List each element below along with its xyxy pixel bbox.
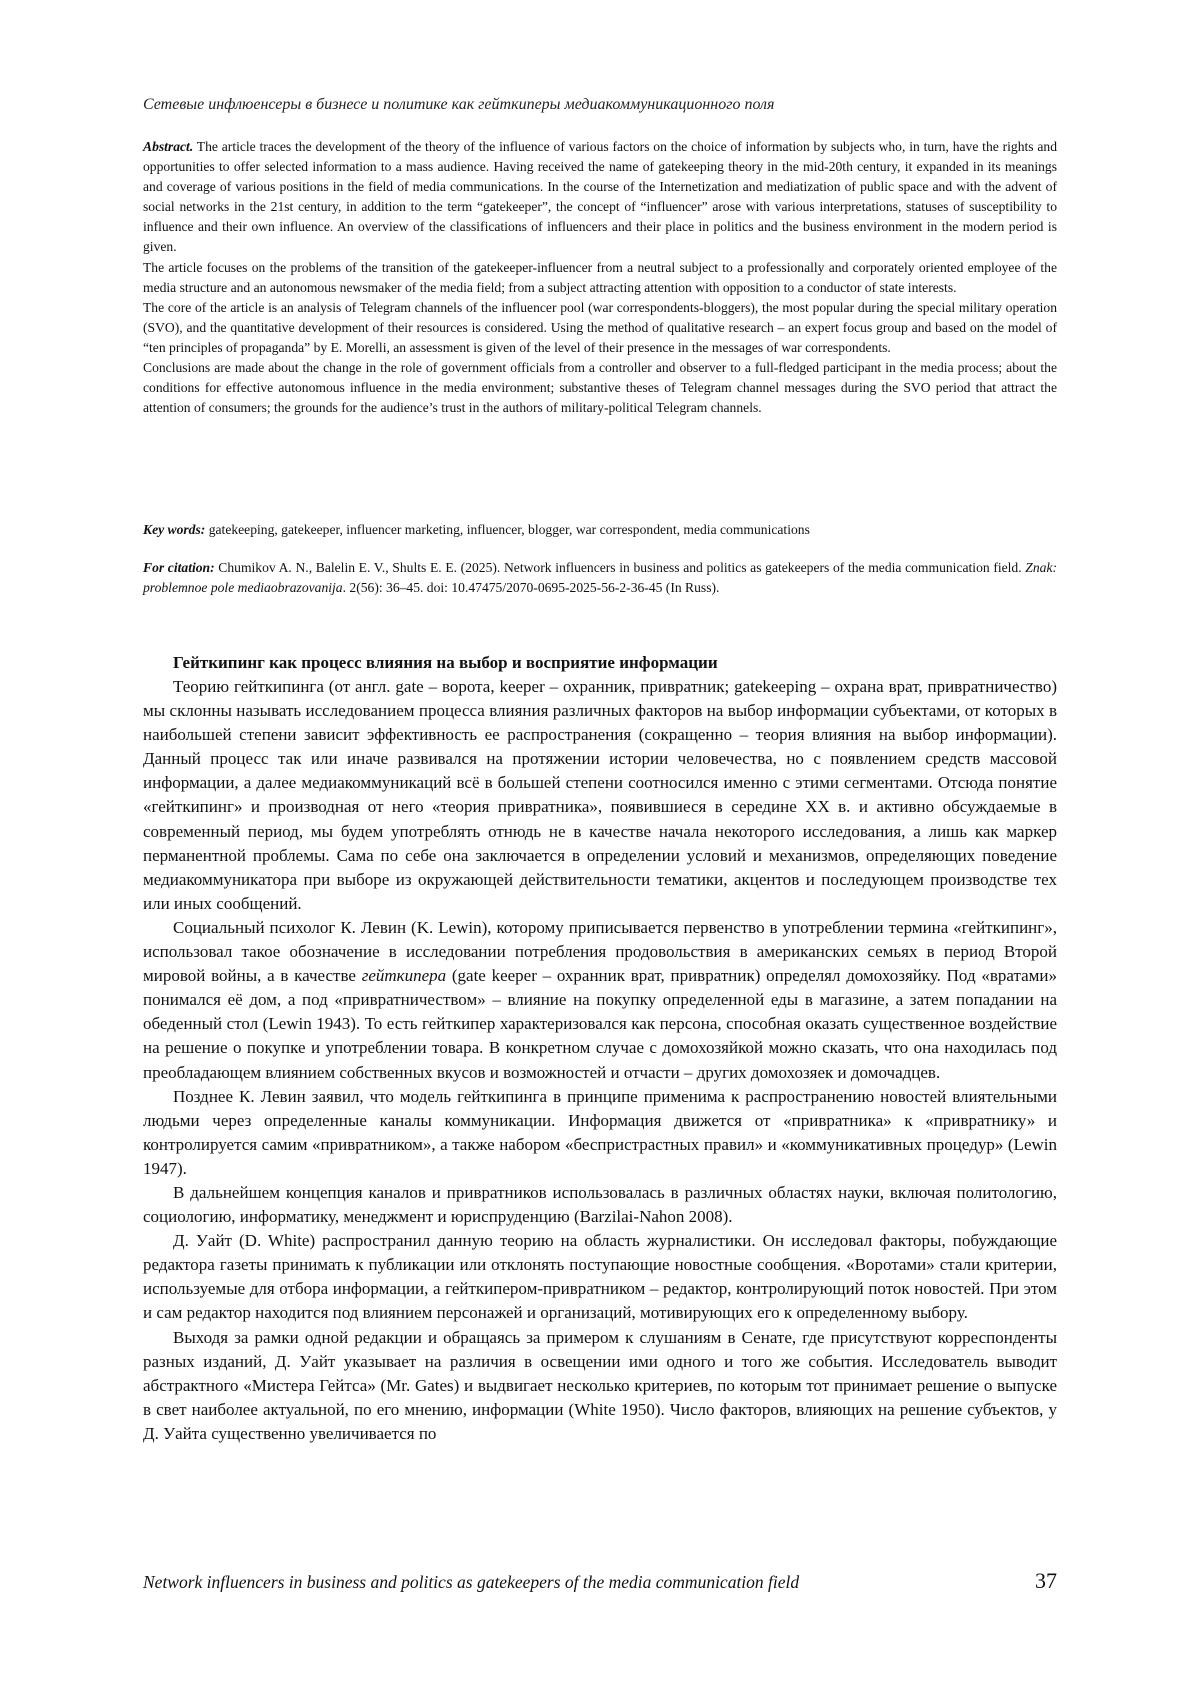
- section-heading: Гейткипинг как процесс влияния на выбор и восприятие информации: [173, 653, 718, 672]
- keywords: [143, 520, 1057, 540]
- citation-authors: Chumikov A. N., Balelin E. V., Shults E. E. (2025). Network influencers in business and politics as gatekeepers of the media communication field.: [214, 560, 1026, 575]
- journal-page: [143, 0, 1057, 1698]
- keywords-label: Key words:: [143, 522, 206, 537]
- abstract: [143, 137, 1057, 418]
- body-text-emphasis: гейткипера: [361, 966, 447, 986]
- running-header: Сетевые инфлюенсеры в бизнесе и политике как гейткиперы медиакоммуникационного поля: [143, 96, 775, 113]
- body-paragraph: В дальнейшем концепция каналов и привратников использовалась в различных областях науки, включая политологию, социологию, информатику, менеджмент и юриспруденцию (Barzilai-Nahon 2008).: [143, 1182, 1057, 1227]
- abstract-paragraph: The article focuses on the problems of the transition of the gatekeeper-influencer from a neutral subject to a professionally and corporately oriented employee of the media structure and an autonomous newsmaker of the media field; from a subject attracting attention with opposition to a conductor of state interests.: [143, 259, 1057, 295]
- body-paragraph: Позднее К. Левин заявил, что модель гейткипинга в принципе применима к распространению новостей влиятельными людьми через определенные каналы коммуникации. Информация движется от «привратника» к «привратнику» и контролируется самим «привратником», а также набором «беспристрастных правил» и «коммуникативных процедур» (Lewin 1947).: [143, 1086, 1057, 1178]
- keywords-text: gatekeeping, gatekeeper, influencer marketing, influencer, blogger, war correspondent, media communications: [205, 522, 810, 537]
- body-paragraph: Теорию гейткипинга (от англ. gate – ворота, keeper – охранник, привратник; gatekeeping – охрана врат, привратничество) мы склонны называть исследованием процесса влияния различных факторов на выбор информации субъектами, от которых в наибольшей степени зависит эффективность ее распространения (сокращенно – теория влияния на выбор информации). Данный процесс так или иначе развивался на протяжении истории человечества, но с появлением средств массовой информации, а далее медиакоммуникаций всё в большей степени соотносился именно с этими сегментами. Отсюда понятие «гейткипинг» и производная от него «теория привратника», появившиеся в середине XX в. и активно обсуждаемые в современный период, мы будем употреблять отнюдь не в качестве начала некоторого исследования, а лишь как маркер перманентной проблемы. Сама по себе она заключается в определении условий и механизмов, определяющих поведение медиакоммуникатора при выборе из окружающей действительности тематики, акцентов и последующем производстве тех или иных сообщений.: [143, 677, 1057, 913]
- body-paragraph: Д. Уайт (D. White) распространил данную теорию на область журналистики. Он исследовал факторы, побуждающие редактора газеты принимать к публикации или отклонять поступающие новостные сообщения. «Воротами» стали критерии, используемые для отбора информации, а гейткипером-привратником – редактор, контролирующий поток новостей. При этом и сам редактор находится под влиянием персонажей и организаций, мотивирующих его к определенному выбору.: [143, 1231, 1057, 1323]
- citation-journal: Znak: problemnoe pole mediaobrazovanija: [143, 560, 1058, 595]
- abstract-paragraph: The core of the article is an analysis of Telegram channels of the influencer pool (war correspondents-bloggers), the most popular during the special military operation (SVO), and the quantitative development of their resources is considered. Using the method of qualitative research – an expert focus group and based on the model of “ten principles of propaganda” by E. Morelli, an assessment is given of the level of their presence in the messages of war correspondents.: [143, 299, 1057, 355]
- body-paragraph: [143, 916, 1057, 1085]
- body-text-run: Социальный психолог К. Левин (K. Lewin), которому приписывается первенство в употреблении термина «гейткипинг», использовал такое обозначение в исследовании потребления продовольствия в американских семьях в период Второй мировой войны, а в качестве: [143, 917, 1057, 986]
- page-number: 37: [1035, 1568, 1057, 1593]
- abstract-paragraph: [143, 137, 1057, 258]
- citation-label: For citation:: [143, 560, 215, 575]
- body-paragraph: Выходя за рамки одной редакции и обращаясь за примером к слушаниям в Сенате, где присутствуют корреспонденты разных изданий, Д. Уайт указывает на различия в освещении ими одного и того же события. Исследователь выводит абстрактного «Мистера Гейтса» (Mr. Gates) и выдвигает несколько критериев, по которым тот принимает решение о выпуске в свет наиболее актуальной, по его мнению, информации (White 1950). Число факторов, влияющих на решение субъектов, у Д. Уайта существенно увеличивается по: [143, 1327, 1057, 1443]
- citation: [143, 558, 1057, 598]
- body-text-run: (gate keeper – охранник врат, привратник) определял домохозяйку. Под «вратами» понимался её дом, а под «привратничеством» – влияние на покупку определенной еды в магазине, а затем попадании на обеденный стол (Lewin 1943). То есть гейткипер характеризовался как персона, способная оказать существенное воздействие на решение о покупке и употреблении товара. В конкретном случае с домохозяйкой можно сказать, что она находилась под преобладающем влиянием собственных вкусов и возможностей и отчасти – других домохозяек и домочадцев.: [143, 966, 1057, 1082]
- body-text: [143, 675, 1057, 1446]
- running-footer: Network influencers in business and politics as gatekeepers of the media communication field: [143, 1572, 800, 1592]
- abstract-label: Abstract.: [143, 139, 194, 154]
- abstract-text: The article traces the development of the theory of the influence of various factors on the choice of information by subjects who, in turn, have the rights and opportunities to offer selected information to a mass audience. Having received the name of gatekeeping theory in the mid-20th century, it expanded in its meanings and coverage of various positions in the field of media communications. In the course of the Internetization and mediatization of public space and with the advent of social networks in the 21st century, in addition to the term “gatekeeper”, the concept of “influencer” arose with various interpretations, statuses of susceptibility to influence and their own influence. An overview of the classifications of influencers and their place in politics and the business environment in the modern period is given.: [143, 139, 1057, 255]
- abstract-paragraph: Conclusions are made about the change in the role of government officials from a controller and observer to a full-fledged participant in the media process; about the conditions for effective autonomous influence in the media environment; substantive theses of Telegram channel messages during the SVO period that attract the attention of consumers; the grounds for the audience’s trust in the authors of military-political Telegram channels.: [143, 360, 1057, 416]
- citation-details: . 2(56): 36–45. doi: 10.47475/2070-0695-2025-56-2-36-45 (In Russ).: [342, 580, 720, 595]
